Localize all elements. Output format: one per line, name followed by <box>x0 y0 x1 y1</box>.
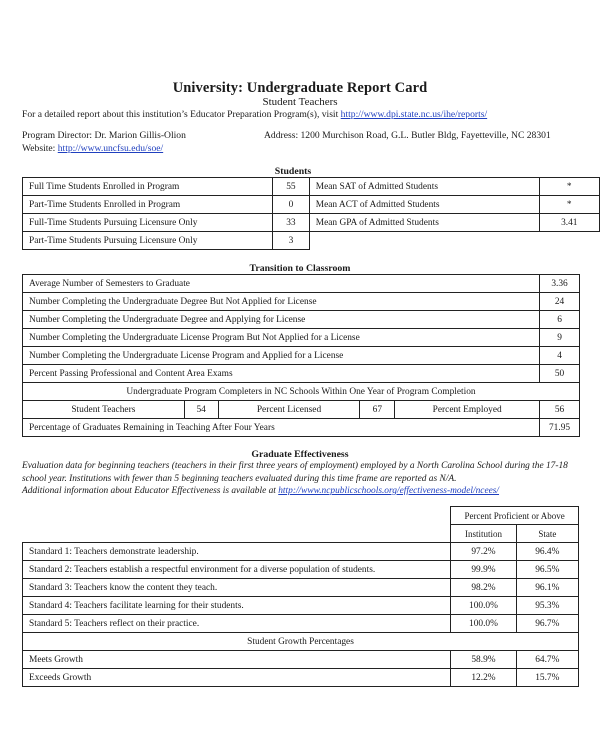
growth-heading: Student Growth Percentages <box>23 633 579 651</box>
institution-value: 100.0% <box>451 615 516 633</box>
table-row <box>23 311 580 329</box>
col-institution: Institution <box>451 525 516 543</box>
reports-link[interactable]: http://www.dpi.state.nc.us/ihe/reports/ <box>340 109 488 120</box>
program-director: Program Director: Dr. Marion Gillis-Olion <box>22 130 186 141</box>
table-row <box>23 178 600 196</box>
institution-value: 58.9% <box>451 651 516 669</box>
state-value: 96.5% <box>516 561 578 579</box>
students-value: 3 <box>273 232 310 250</box>
table-row <box>23 633 579 651</box>
students-value: 33 <box>273 214 310 232</box>
page-title: University: Undergraduate Report Card <box>172 80 428 96</box>
empty-cell <box>539 232 599 250</box>
percent-employed-value: 56 <box>540 401 580 419</box>
growth-label: Exceeds Growth <box>23 669 451 687</box>
students-label: Full Time Students Enrolled in Program <box>23 178 273 196</box>
table-row <box>23 597 579 615</box>
col-state: State <box>516 525 578 543</box>
standard-label: Standard 1: Teachers demonstrate leadership. <box>23 543 451 561</box>
state-value: 96.4% <box>516 543 578 561</box>
table-row <box>23 383 580 401</box>
students-value: 0 <box>273 196 310 214</box>
table-row <box>23 232 600 250</box>
table-row <box>23 214 600 232</box>
transition-value: 24 <box>540 293 580 311</box>
table-row <box>23 615 579 633</box>
students-label: Part-Time Students Pursuing Licensure Only <box>23 232 273 250</box>
admitted-label: Mean SAT of Admitted Students <box>309 178 539 196</box>
intro-label: For a detailed report about this institution’s Educator Preparation Program(s), visit <box>22 109 341 120</box>
table-row <box>23 543 579 561</box>
standard-label: Standard 3: Teachers know the content they teach. <box>23 579 451 597</box>
students-title: Students <box>274 166 312 177</box>
standard-label: Standard 5: Teachers reflect on their practice. <box>23 615 451 633</box>
institution-value: 100.0% <box>451 597 516 615</box>
transition-label: Percent Passing Professional and Content Area Exams <box>23 365 540 383</box>
table-row <box>23 293 580 311</box>
institution-value: 98.2% <box>451 579 516 597</box>
table-row <box>23 579 579 597</box>
empty-cell <box>23 525 451 543</box>
transition-label: Number Completing the Undergraduate Degree and Applying for License <box>23 311 540 329</box>
state-value: 96.1% <box>516 579 578 597</box>
institution-value: 99.9% <box>451 561 516 579</box>
student-teachers-label: Student Teachers <box>23 401 185 419</box>
page-subtitle: Student Teachers <box>262 96 338 108</box>
state-value: 96.7% <box>516 615 578 633</box>
remaining-value: 71.95 <box>540 419 580 437</box>
table-row <box>23 365 580 383</box>
remaining-label: Percentage of Graduates Remaining in Teaching After Four Years <box>23 419 540 437</box>
table-row <box>23 507 579 525</box>
completers-heading: Undergraduate Program Completers in NC Schools Within One Year of Program Completion <box>23 383 580 401</box>
state-value: 64.7% <box>516 651 578 669</box>
percent-licensed-value: 67 <box>360 401 395 419</box>
state-value: 95.3% <box>516 597 578 615</box>
students-label: Part-Time Students Enrolled in Program <box>23 196 273 214</box>
table-row <box>23 669 579 687</box>
table-row <box>23 419 580 437</box>
table-row <box>23 525 579 543</box>
standard-label: Standard 2: Teachers establish a respectful environment for a diverse population of students. <box>23 561 451 579</box>
table-row <box>23 275 580 293</box>
admitted-value: 3.41 <box>539 214 599 232</box>
student-teachers-value: 54 <box>184 401 218 419</box>
website-label: Website: <box>22 143 58 154</box>
admitted-label: Mean GPA of Admitted Students <box>309 214 539 232</box>
intro-text <box>22 109 487 120</box>
admitted-value: * <box>539 178 599 196</box>
table-row <box>23 196 600 214</box>
table-row <box>23 651 579 669</box>
description-text: Evaluation data for beginning teachers (teachers in their first three years of employment) employed by a North Carolina School during the 17-18 school year. Institutions with fewer than 5 beginning teachers evaluated during this time frame are reported as N/A. <box>22 461 568 484</box>
admitted-value: * <box>539 196 599 214</box>
effectiveness-title: Graduate Effectiveness <box>251 449 349 460</box>
group-header: Percent Proficient or Above <box>451 507 579 525</box>
website-link[interactable]: http://www.uncfsu.edu/soe/ <box>57 143 164 154</box>
institution-value: 12.2% <box>451 669 516 687</box>
table-row <box>23 401 580 419</box>
students-label: Full-Time Students Pursuing Licensure Only <box>23 214 273 232</box>
effectiveness-table <box>22 506 579 687</box>
percent-licensed-label: Percent Licensed <box>218 401 360 419</box>
transition-label: Average Number of Semesters to Graduate <box>23 275 540 293</box>
effectiveness-description <box>22 460 592 498</box>
standard-label: Standard 4: Teachers facilitate learning for their students. <box>23 597 451 615</box>
percent-employed-label: Percent Employed <box>395 401 540 419</box>
transition-value: 9 <box>540 329 580 347</box>
transition-value: 50 <box>540 365 580 383</box>
table-row <box>23 561 579 579</box>
empty-cell <box>309 232 539 250</box>
ncees-link[interactable]: http://www.ncpublicschools.org/effectiveness-model/ncees/ <box>278 486 500 496</box>
address: Address: 1200 Murchison Road, G.L. Butler Bldg, Fayetteville, NC 28301 <box>264 130 551 141</box>
transition-value: 4 <box>540 347 580 365</box>
transition-label: Number Completing the Undergraduate Degree But Not Applied for License <box>23 293 540 311</box>
growth-label: Meets Growth <box>23 651 451 669</box>
empty-cell <box>23 507 451 525</box>
students-value: 55 <box>273 178 310 196</box>
institution-value: 97.2% <box>451 543 516 561</box>
transition-label: Number Completing the Undergraduate License Program and Applied for a License <box>23 347 540 365</box>
table-row <box>23 329 580 347</box>
transition-label: Number Completing the Undergraduate License Program But Not Applied for a License <box>23 329 540 347</box>
transition-title: Transition to Classroom <box>249 263 351 274</box>
transition-value: 6 <box>540 311 580 329</box>
website-line <box>22 143 163 154</box>
state-value: 15.7% <box>516 669 578 687</box>
transition-value: 3.36 <box>540 275 580 293</box>
admitted-label: Mean ACT of Admitted Students <box>309 196 539 214</box>
students-table <box>22 177 600 250</box>
table-row <box>23 347 580 365</box>
additional-text: Additional information about Educator Effectiveness is available at <box>22 486 279 496</box>
transition-table <box>22 274 580 437</box>
